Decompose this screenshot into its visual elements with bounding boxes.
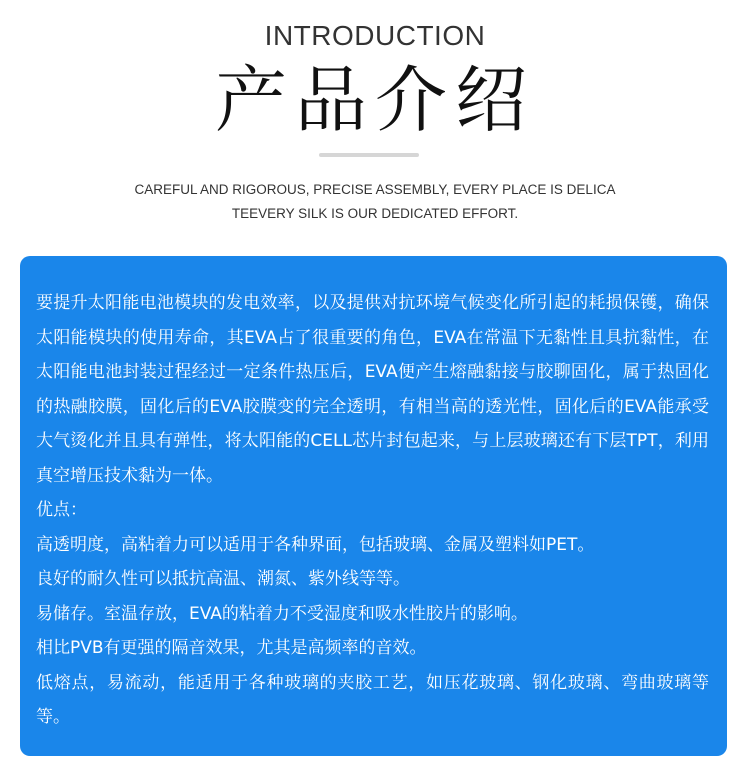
advantage-item-3: 易储存。室温存放，EVA的粘着力不受湿度和吸水性胶片的影响。	[36, 603, 528, 624]
tagline	[40, 178, 710, 226]
english-title: INTRODUCTION	[264, 20, 486, 51]
product-description-panel	[20, 256, 727, 756]
advantage-item-1: 高透明度，高粘着力可以适用于各种界面，包括玻璃、金属及塑料如PET。	[36, 534, 595, 555]
tagline-line-1: CAREFUL AND RIGOROUS, PRECISE ASSEMBLY, EVERY PLACE IS DELICA	[134, 182, 616, 197]
advantage-item-4: 相比PVB有更强的隔音效果，尤其是高频率的音效。	[36, 638, 427, 658]
advantages-heading: 优点：	[36, 500, 87, 520]
tagline-line-2: TEEVERY SILK IS OUR DEDICATED EFFORT.	[231, 206, 519, 221]
title-divider	[319, 153, 419, 157]
intro-header	[0, 0, 750, 250]
advantage-item-2: 良好的耐久性可以抵抗高温、潮氮、紫外线等等。	[36, 569, 410, 589]
intro-paragraph: 要提升太阳能电池模块的发电效率，以及提供对抗环境气候变化所引起的耗损保镬，确保太阳能模块的使用寿命，其EVA占了很重要的角色，EVA在常温下无黏性且具抗黏性，在太阳能电池封装过程经过一定条件热压后，EVA便产生熔融黏接与胶聊固化，属于热固化的热融胶膜，固化后的EVA胶膜变的完全透明，有相当高的透光性，固化后的EVA能承受大气烫化并且具有弹性，将太阳能的CELL芯片封包起来，与上层玻璃还有下层TPT，利用真空增压技术黏为一体。	[36, 293, 709, 486]
advantage-item-5: 低熔点，易流动，能适用于各种玻璃的夹胶工艺，如压花玻璃、钢化玻璃、弯曲玻璃等等。	[36, 672, 709, 727]
chinese-title: 产品介绍	[214, 58, 535, 142]
